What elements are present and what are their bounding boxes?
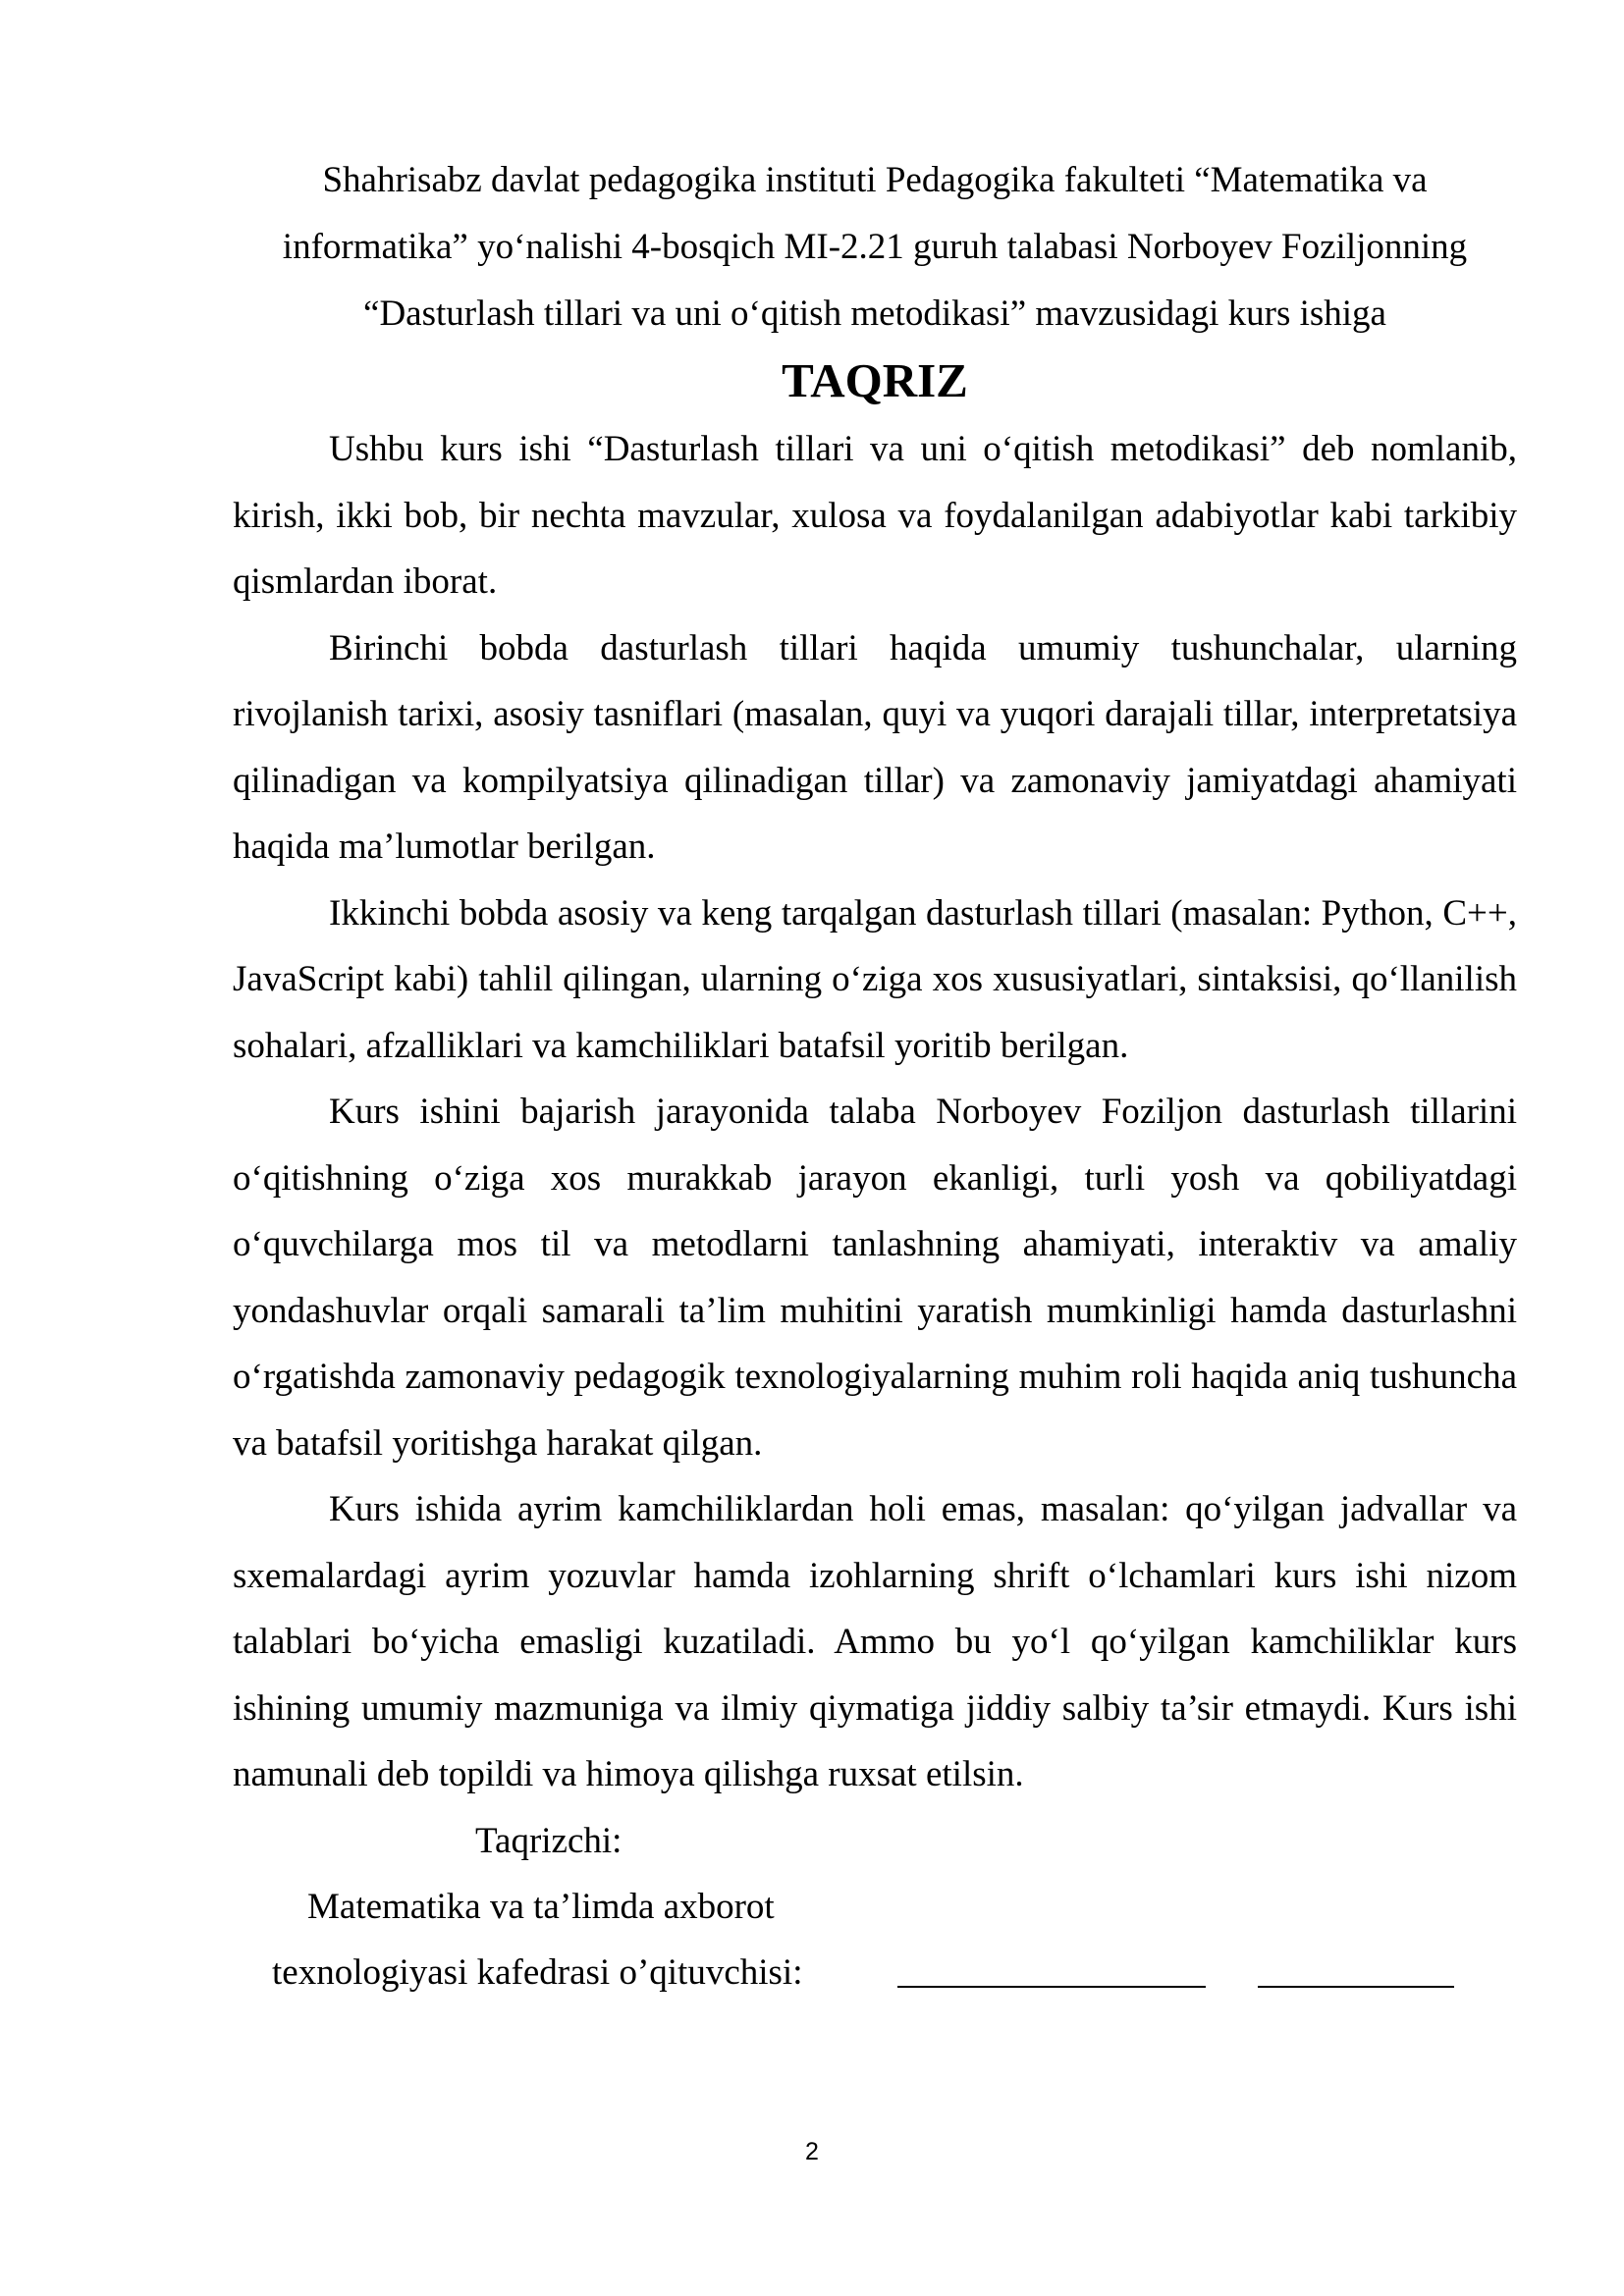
header-line-3: “Dasturlash tillari va uni o‘qitish metodikasi” mavzusidagi kurs ishiga (363, 294, 1386, 334)
header-line-2: informatika” yo‘nalishi 4-bosqich MI-2.21 guruh talabasi Norboyev Foziljonning (282, 227, 1468, 267)
document-title: TAQRIZ (782, 353, 968, 407)
paragraph-chapter-two: Ikkinchi bobda asosiy va keng tarqalgan dasturlash tillari (masalan: Python, C++, JavaScript kabi) tahlil qilingan, ularning o‘ziga xos xususiyatlari, sintaksisi, qo‘llanilish sohalari, afzalliklari va kamchiliklari batafsil yoritib berilgan. (233, 892, 1517, 1066)
name-line (1258, 1986, 1454, 1988)
paragraph-structure: Ushbu kurs ishi “Dasturlash tillari va uni o‘qitish metodikasi” deb nomlanib, kirish, ikki bob, bir nechta mavzular, xulosa va foydalanilgan adabiyotlar kabi tarkibiy qismlardan iborat. (233, 429, 1517, 602)
paragraph-student-work: Kurs ishini bajarish jarayonida talaba Norboyev Foziljon dasturlash tillarini o‘qitishning o‘ziga xos murakkab jarayon ekanligi, turli yosh va qobiliyatdagi o‘quvchilarga mos til va metodlarni tanlashning ahamiyati, interaktiv va amaliy yondashuvlar orqali samarali ta’lim muhitini yaratish mumkinligi hamda dasturlashni o‘rgatishda zamonaviy pedagogik texnologiyalarning muhim roli haqida aniq tushuncha va batafsil yoritishga harakat qilgan. (233, 1092, 1517, 1464)
paragraph-shortcomings: Kurs ishida ayrim kamchiliklardan holi emas, masalan: qo‘yilgan jadvallar va sxemalardagi ayrim yozuvlar hamda izohlarning shrift o‘lchamlari kurs ishi nizom talablari bo‘yicha emasligi kuzatiladi. Ammo bu yo‘l qo‘yilgan kamchiliklar kurs ishining umumiy mazmuniga va ilmiy qiymatiga jiddiy salbiy ta’sir etmaydi. Kurs ishi namunali deb topildi va himoya qilishga ruxsat etilsin. (233, 1489, 1517, 1794)
page-number: 2 (805, 2138, 819, 2165)
reviewer-role: Taqrizchi: (475, 1820, 623, 1861)
paragraph-chapter-one: Birinchi bobda dasturlash tillari haqida umumiy tushunchalar, ularning rivojlanish tarixi, asosiy tasniflari (masalan, quyi va yuqori darajali tillar, interpretatsiya qilinadigan va kompilyatsiya qilinadigan tillar) va zamonaviy jamiyatdagi ahamiyati haqida ma’lumotlar berilgan. (233, 627, 1517, 867)
signature-block (233, 1808, 1517, 2014)
document-header (233, 147, 1517, 347)
header-line-1: Shahrisabz davlat pedagogika instituti Pedagogika fakulteti “Matematika va (322, 160, 1428, 200)
reviewer-department-line-1: Matematika va ta’limda axborot (307, 1886, 775, 1927)
reviewer-department-line-2: texnologiyasi kafedrasi o’qituvchisi: (272, 1951, 803, 1993)
signature-line (897, 1986, 1206, 1988)
document-page (233, 147, 1517, 2014)
